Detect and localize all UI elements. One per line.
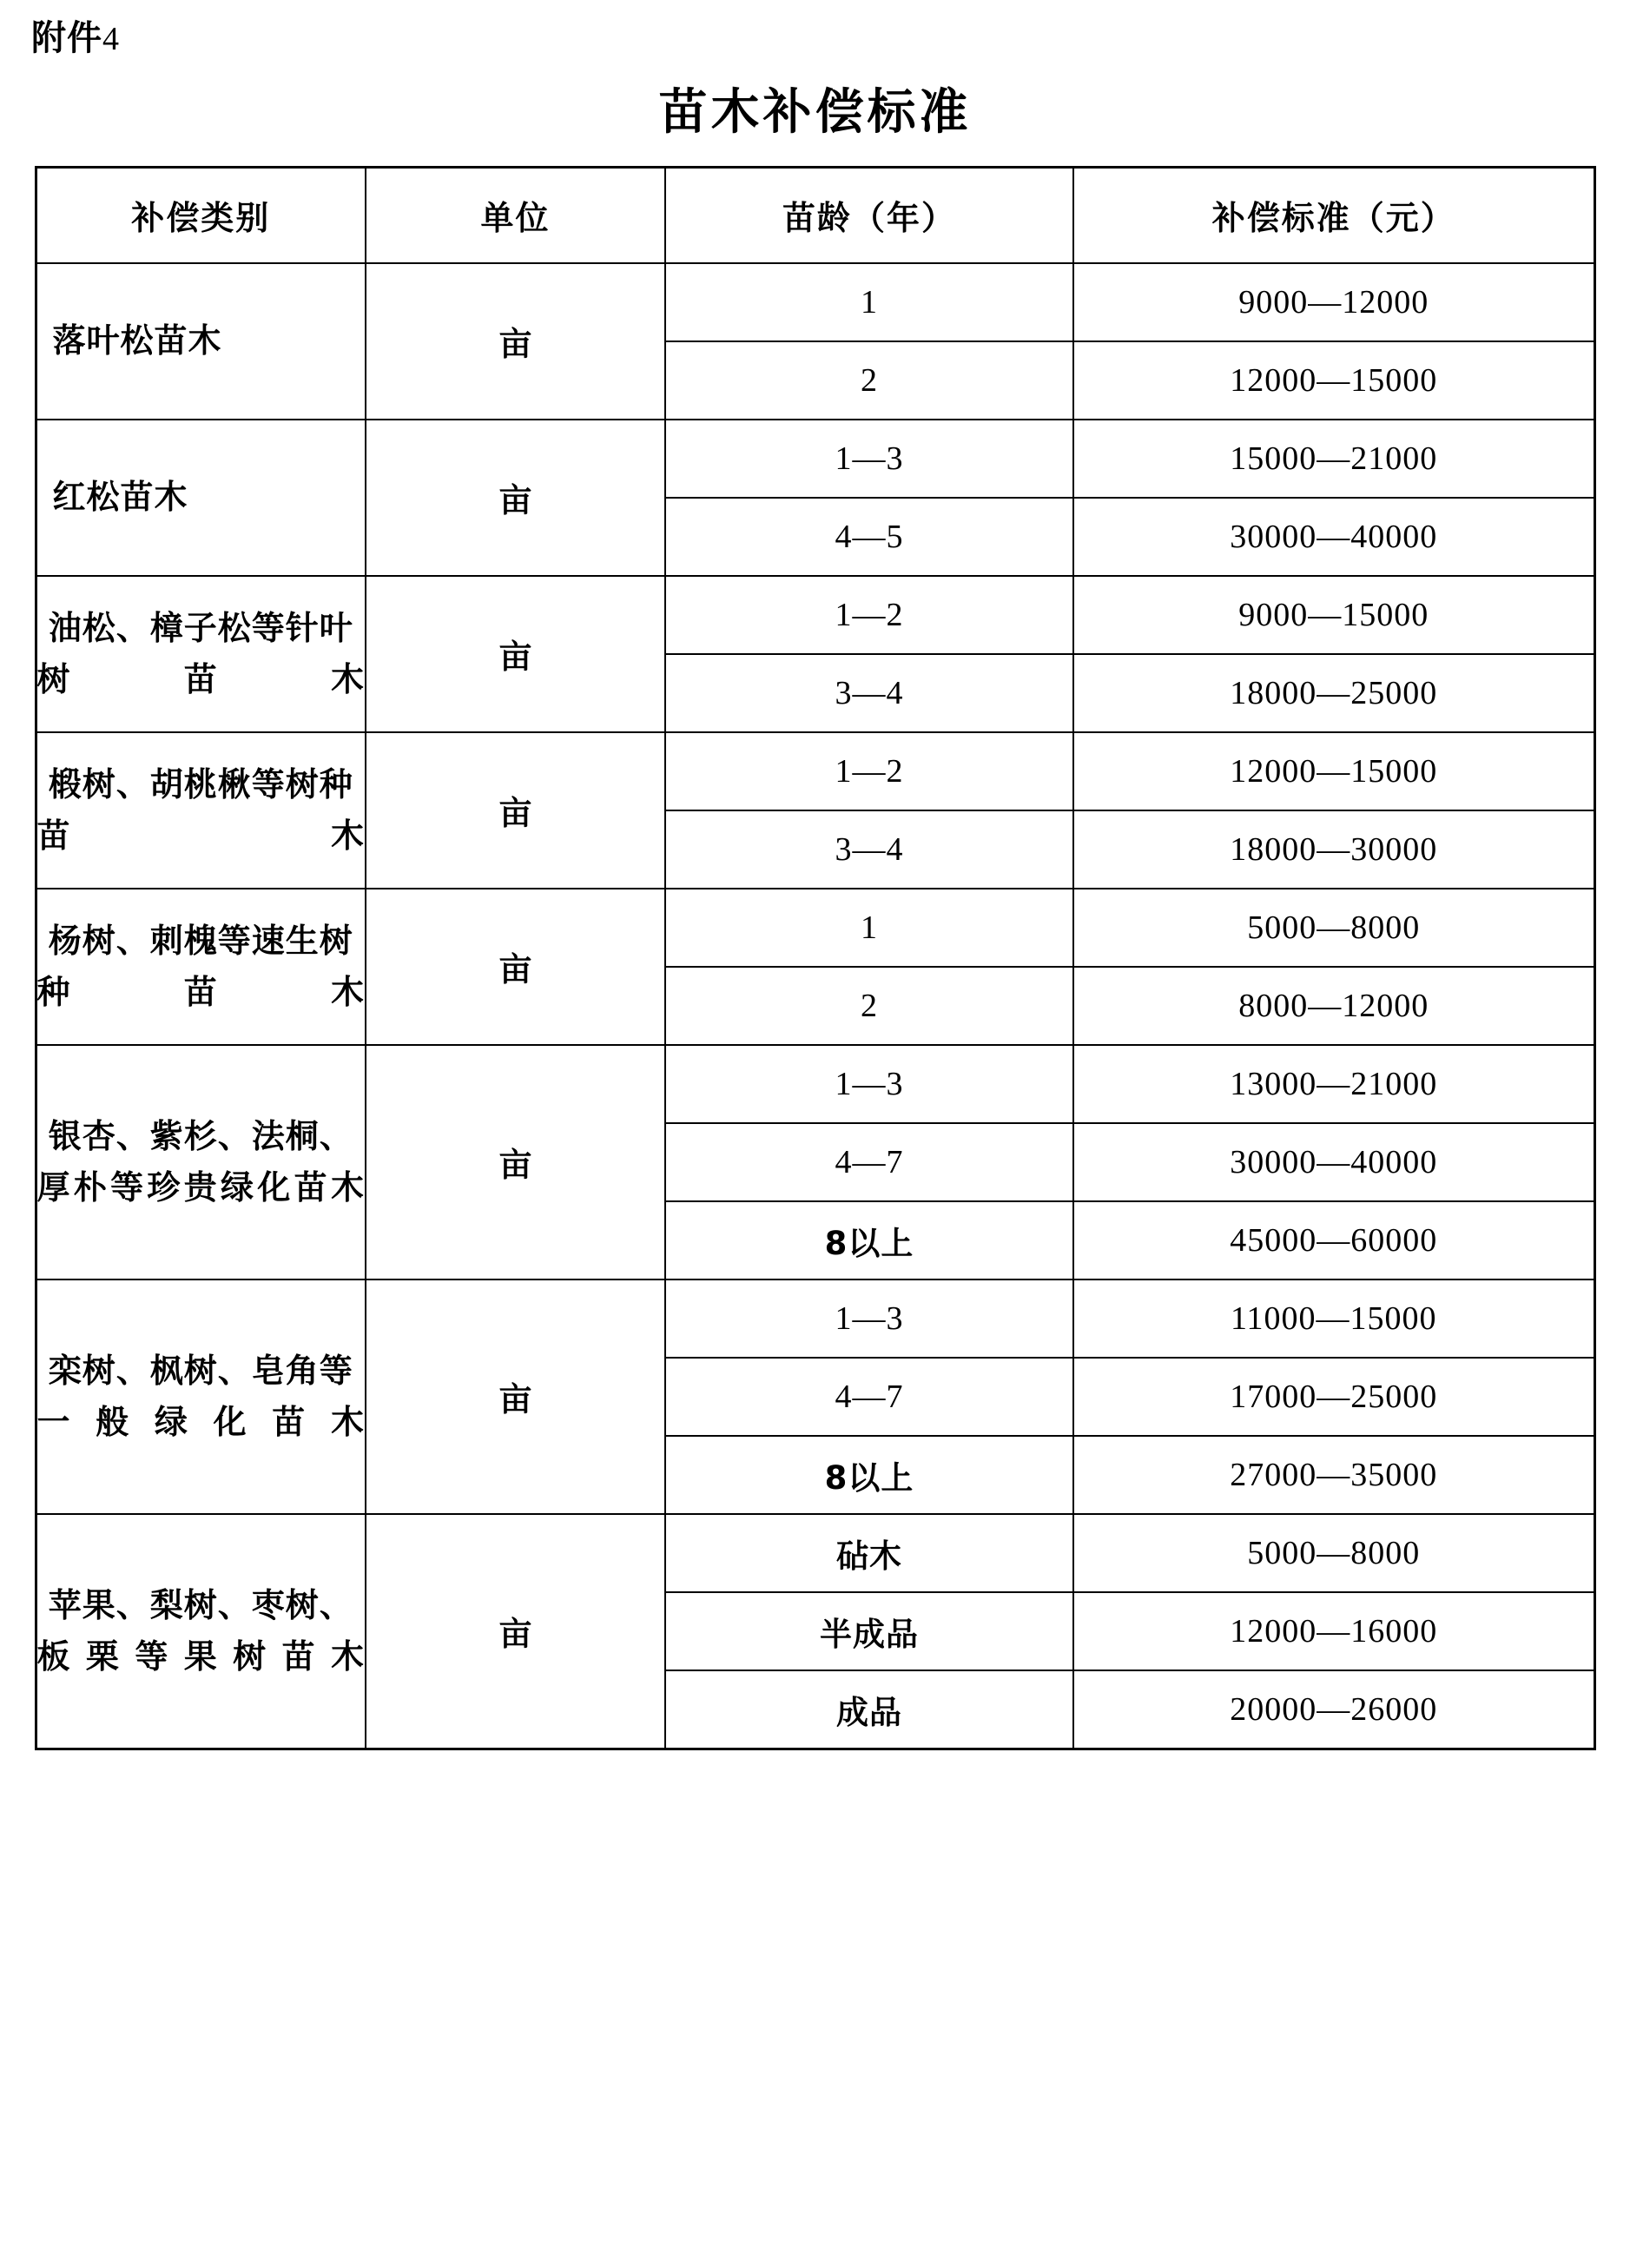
table-row: [36, 732, 1594, 810]
attachment-number: 4: [102, 21, 120, 57]
cell-age: 8以上: [665, 1436, 1073, 1514]
cell-unit: 亩: [366, 263, 665, 420]
cell-category: 栾树、枫树、皂角等一般绿化苗木: [36, 1279, 366, 1514]
cell-amount: 27000—35000: [1073, 1436, 1594, 1514]
cell-age: 半成品: [665, 1592, 1073, 1670]
table-row: [36, 1045, 1594, 1123]
cell-amount: 18000—25000: [1073, 654, 1594, 732]
cell-unit: 亩: [366, 576, 665, 732]
table-row: [36, 889, 1594, 967]
cell-category: 红松苗木: [36, 420, 366, 576]
cell-age: 1—2: [665, 732, 1073, 810]
cell-age: 1—3: [665, 1045, 1073, 1123]
cell-amount: 20000—26000: [1073, 1670, 1594, 1749]
column-header-age: 苗龄（年）: [665, 167, 1073, 263]
cell-age: 成品: [665, 1670, 1073, 1749]
cell-category: 椴树、胡桃楸等树种苗木: [36, 732, 366, 889]
cell-unit: 亩: [366, 420, 665, 576]
table-header-row: [36, 167, 1594, 263]
cell-age: 1—2: [665, 576, 1073, 654]
cell-age: 砧木: [665, 1514, 1073, 1592]
column-header-unit: 单位: [366, 167, 665, 263]
attachment-label-text: 附件: [31, 18, 102, 58]
cell-amount: 12000—15000: [1073, 341, 1594, 420]
cell-age: 3—4: [665, 654, 1073, 732]
cell-amount: 5000—8000: [1073, 1514, 1594, 1592]
cell-age: 3—4: [665, 810, 1073, 889]
cell-age: 1—3: [665, 420, 1073, 498]
column-header-amount: 补偿标准（元）: [1073, 167, 1594, 263]
cell-amount: 12000—16000: [1073, 1592, 1594, 1670]
cell-amount: 5000—8000: [1073, 889, 1594, 967]
cell-category: 苹果、梨树、枣树、板栗等果树苗木: [36, 1514, 366, 1749]
cell-age: 8以上: [665, 1201, 1073, 1279]
cell-age: 4—7: [665, 1123, 1073, 1201]
cell-amount: 45000—60000: [1073, 1201, 1594, 1279]
cell-unit: 亩: [366, 732, 665, 889]
cell-category: 银杏、紫杉、法桐、厚朴等珍贵绿化苗木: [36, 1045, 366, 1279]
column-header-category: 补偿类别: [36, 167, 366, 263]
cell-amount: 18000—30000: [1073, 810, 1594, 889]
attachment-label: [31, 19, 1606, 58]
compensation-table: [35, 166, 1596, 1750]
cell-amount: 9000—12000: [1073, 263, 1594, 341]
cell-age: 1—3: [665, 1279, 1073, 1358]
cell-unit: 亩: [366, 1045, 665, 1279]
table-row: [36, 1514, 1594, 1592]
cell-age: 4—5: [665, 498, 1073, 576]
cell-category: 油松、樟子松等针叶树苗木: [36, 576, 366, 732]
page-title: 苗木补偿标准: [658, 83, 972, 141]
cell-unit: 亩: [366, 1514, 665, 1749]
cell-amount: 15000—21000: [1073, 420, 1594, 498]
cell-amount: 12000—15000: [1073, 732, 1594, 810]
cell-age: 4—7: [665, 1358, 1073, 1436]
table-row: [36, 576, 1594, 654]
table-row: [36, 420, 1594, 498]
cell-amount: 30000—40000: [1073, 498, 1594, 576]
cell-unit: 亩: [366, 1279, 665, 1514]
cell-amount: 13000—21000: [1073, 1045, 1594, 1123]
cell-age: 1: [665, 263, 1073, 341]
cell-category: 杨树、刺槐等速生树种苗木: [36, 889, 366, 1045]
cell-age: 2: [665, 341, 1073, 420]
cell-amount: 17000—25000: [1073, 1358, 1594, 1436]
cell-amount: 30000—40000: [1073, 1123, 1594, 1201]
cell-amount: 9000—15000: [1073, 576, 1594, 654]
table-header: [36, 167, 1594, 263]
cell-amount: 8000—12000: [1073, 967, 1594, 1045]
cell-category: 落叶松苗木: [36, 263, 366, 420]
table-body: [36, 263, 1594, 1749]
cell-age: 2: [665, 967, 1073, 1045]
cell-age: 1: [665, 889, 1073, 967]
table-row: [36, 263, 1594, 341]
cell-amount: 11000—15000: [1073, 1279, 1594, 1358]
cell-unit: 亩: [366, 889, 665, 1045]
table-row: [36, 1279, 1594, 1358]
